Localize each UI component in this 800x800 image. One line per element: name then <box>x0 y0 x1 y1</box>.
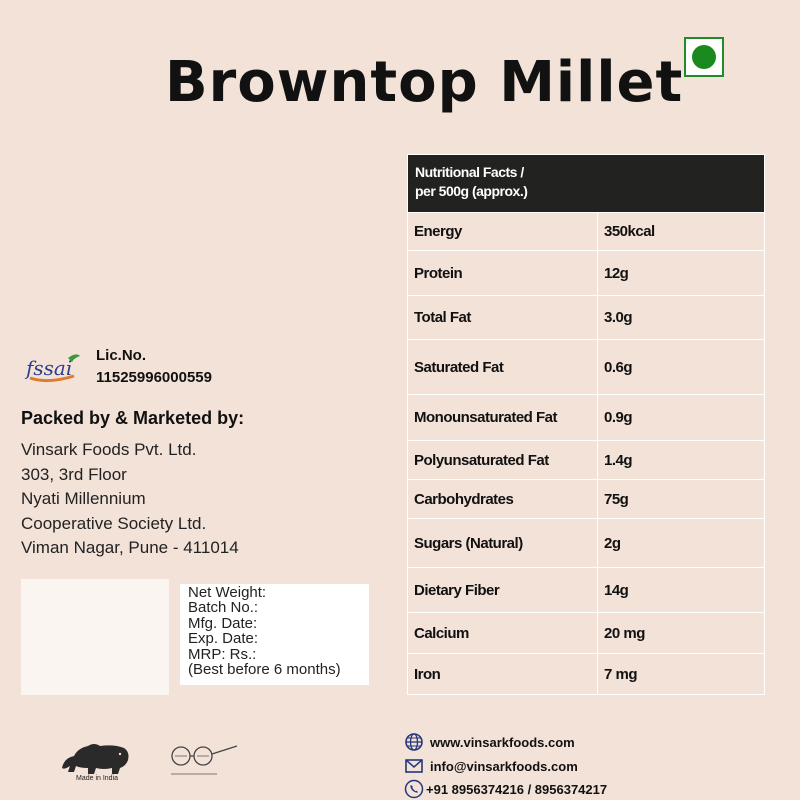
swachh-bharat-logo <box>165 742 239 782</box>
nutrient-value: 75g <box>604 490 629 508</box>
product-title: Browntop Millet <box>165 50 684 115</box>
exp-date-label: Exp. Date: <box>188 630 259 648</box>
mfg-date-label: Mfg. Date: <box>188 614 258 632</box>
table-row <box>408 612 764 653</box>
nutrient-label: Dietary Fiber <box>408 568 598 612</box>
mail-icon <box>404 756 424 776</box>
license-number: 11525996000559 <box>96 369 212 386</box>
batch-info-box <box>180 584 369 685</box>
nutrition-header-line-1: Nutritional Facts / <box>415 164 524 180</box>
nutrient-label: Protein <box>408 251 598 295</box>
veg-mark-icon <box>684 37 724 77</box>
nutrient-label: Saturated Fat <box>408 340 598 394</box>
phone-icon <box>404 779 424 799</box>
table-row <box>408 250 764 295</box>
nutrient-label: Calcium <box>408 613 598 653</box>
table-row <box>408 295 764 339</box>
net-weight-label: Net Weight: <box>188 584 267 601</box>
address-line: 303, 3rd Floor <box>21 464 127 484</box>
address-line: Nyati Millennium <box>21 489 146 508</box>
table-row <box>408 518 764 567</box>
website-link[interactable]: www.vinsarkfoods.com <box>430 734 575 750</box>
address-line: Vinsark Foods Pvt. Ltd. <box>21 440 197 459</box>
nutrient-value: 3.0g <box>604 309 633 326</box>
nutrient-label: Total Fat <box>408 296 598 339</box>
table-row <box>408 653 764 694</box>
best-before-label: (Best before 6 months) <box>188 661 341 679</box>
blank-label-area <box>21 579 169 695</box>
nutrient-value: 20 mg <box>604 624 645 642</box>
nutrition-table-header <box>408 155 764 212</box>
website-row[interactable] <box>404 732 575 752</box>
table-row <box>408 339 764 394</box>
nutrient-label: Carbohydrates <box>408 480 598 518</box>
nutrient-label: Energy <box>408 213 598 250</box>
table-row <box>408 394 764 440</box>
nutrient-value: 7 mg <box>604 665 638 683</box>
nutrient-value: 0.6g <box>604 358 633 376</box>
packed-by-heading: Packed by & Marketed by: <box>21 408 245 428</box>
nutrient-value: 1.4g <box>604 451 633 469</box>
table-row <box>408 212 764 250</box>
nutrient-label: Iron <box>408 654 598 694</box>
nutrient-value: 2g <box>604 534 621 552</box>
nutrient-value: 12g <box>604 264 629 282</box>
nutrition-header-line-2: per 500g (approx.) <box>415 183 528 199</box>
nutrient-label: Monounsaturated Fat <box>408 395 598 440</box>
batch-no-label: Batch No.: <box>188 599 259 617</box>
table-row <box>408 479 764 518</box>
fssai-logo <box>24 350 86 386</box>
license-label: Lic.No. <box>96 347 147 364</box>
nutrient-value: 14g <box>604 581 629 599</box>
nutrient-label: Sugars (Natural) <box>408 519 598 567</box>
packer-address <box>21 438 239 561</box>
table-row <box>408 440 764 479</box>
nutrient-value: 350kcal <box>604 223 655 240</box>
nutrient-value: 0.9g <box>604 409 633 426</box>
fssai-text: fssai <box>26 356 73 380</box>
email-link[interactable]: info@vinsarkfoods.com <box>430 758 578 774</box>
address-line: Viman Nagar, Pune - 411014 <box>21 538 239 557</box>
mrp-label: MRP: Rs.: <box>188 645 257 663</box>
nutrition-table <box>407 154 765 695</box>
nutrient-label: Polyunsaturated Fat <box>408 441 598 479</box>
address-line: Cooperative Society Ltd. <box>21 513 207 533</box>
phone-row[interactable] <box>404 779 607 799</box>
email-row[interactable] <box>404 756 578 776</box>
made-in-india-label: Made in India <box>76 775 119 782</box>
globe-icon <box>404 732 424 752</box>
table-row <box>408 567 764 612</box>
phone-number[interactable]: +91 8956374216 / 8956374217 <box>426 781 608 797</box>
